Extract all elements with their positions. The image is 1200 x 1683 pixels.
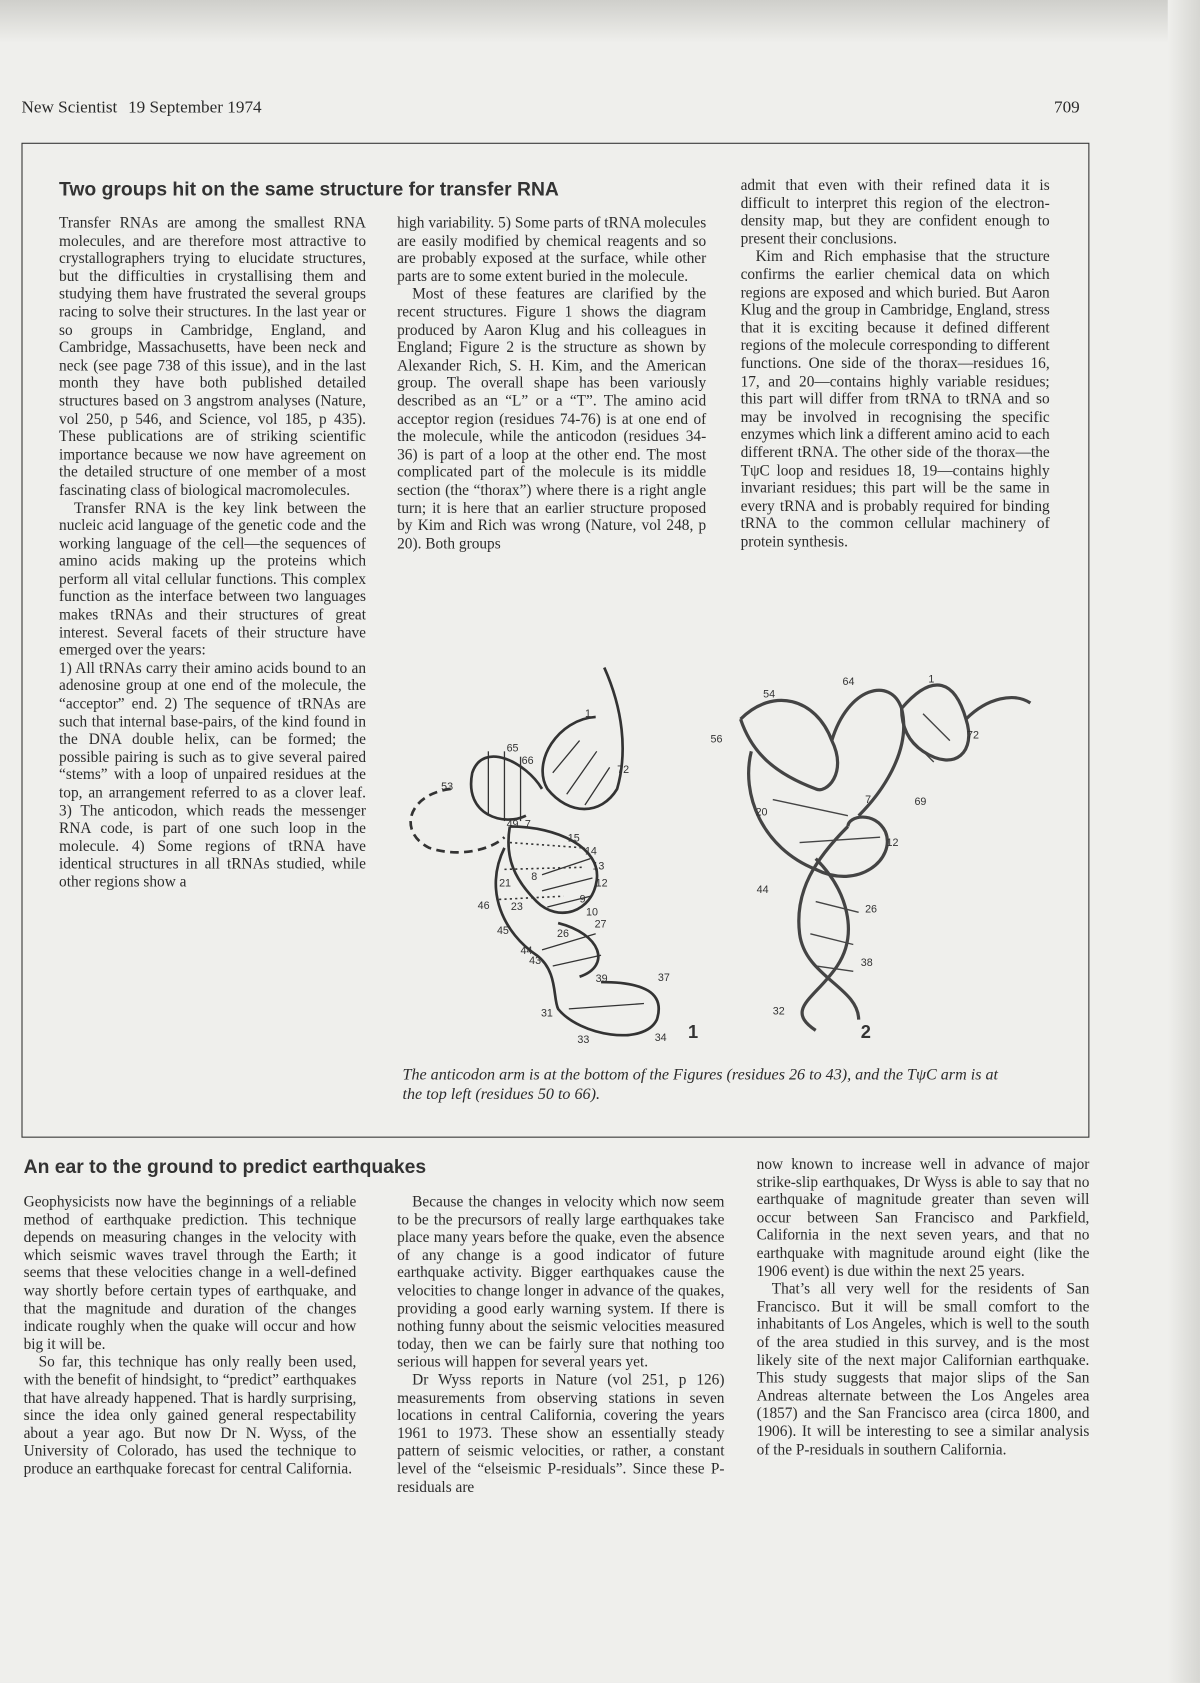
publication-name: New Scientist — [21, 98, 118, 117]
fig1-label: 14 — [584, 845, 597, 858]
article1-title: Two groups hit on the same structure for transfer RNA — [59, 178, 559, 200]
paragraph: That’s all very well for the residents of San Francisco. But it will be small comfort to the inhabitants of Los Angeles, which is well to the south of the area studied in this survey, and is the most likely site of the next major Californian earthquake. This study suggests that major slips of the San Andreas alternate between the Los Angeles area (1857) and the San Francisco area (circa 1800, and 1906). It will be interesting to see a similar analysis of the P-residuals in southern California. — [756, 1280, 1090, 1459]
fig2-label: 72 — [967, 729, 979, 742]
figure-1-labels — [441, 708, 698, 1046]
paragraph: Because the changes in velocity which now seem to be the precursors of really large earthquakes take place many years before the quake, even the absence of any change is a good indicator of future earthquake activity. Bigger earthquakes cause the velocities to change longer in advance of the quakes, providing a good early warning system. If there is nothing funny about the seismic velocities measured today, then we can be fairly sure that nothing too serious will happen for several years yet. — [397, 1193, 725, 1371]
fig1-label: 66 — [521, 755, 534, 768]
fig1-label: 9 — [579, 893, 586, 906]
fig1-label: 37 — [657, 971, 670, 984]
fig1-label: 39 — [595, 973, 608, 986]
fig1-label: 33 — [577, 1034, 590, 1047]
fig1-label: 13 — [592, 860, 605, 873]
figure-1-number: 1 — [687, 1020, 699, 1042]
fig2-label: 1 — [928, 673, 935, 686]
fig1-label: 43 — [529, 954, 542, 967]
fig1-label: 72 — [617, 763, 630, 776]
paragraph: Transfer RNA is the key link between the nucleic acid language of the genetic code and the working language of the cell—the sequences of amino acids making up the proteins which perform all vital cellular functions. This complex function as the interface between two languages makes tRNAs and their structures of great interest. Several facets of their structure have emerged over the years: — [59, 499, 366, 660]
fig1-label: 65 — [506, 742, 519, 755]
fig1-label: 21 — [499, 877, 512, 890]
fig2-label: 20 — [755, 806, 768, 819]
paragraph: Kim and Rich emphasise that the structure confirms the earlier chemical data on which regions are exposed and which buried. But Aaron Klug and the group in Cambridge, England, stress that it is exciting because it defined different regions of the molecule corresponding to different functions. One side of the thorax—residues 16, 17, and 20—contains highly variable residues; this part will differ from tRNA to tRNA and so may be involved in recognising the specific enzymes which link a different amino acid to each different tRNA. The other side of the thorax—the TψC loop and residues 18, 19—contains highly invariant residues; this part will be the same in every tRNA and is probably required for binding tRNA to the common cellular machinery of protein synthesis. — [740, 248, 1050, 551]
fig1-label: 10 — [586, 906, 598, 919]
figure-caption: The anticodon arm is at the bottom of the Figures (residues 26 to 43), and the TψC arm is at the top left (residues 50 to 66). — [402, 1066, 999, 1104]
paragraph: admit that even with their refined data it is difficult to interpret this region of the electron-density map, but they are confident enough to present their conclusions. — [740, 177, 1050, 248]
article2-column-2 — [397, 1194, 724, 1497]
fig2-label: 56 — [710, 733, 723, 746]
fig2-label: 64 — [842, 675, 855, 688]
fig1-label: 49 — [506, 818, 519, 831]
fig2-label: 12 — [886, 836, 899, 849]
paragraph: Dr Wyss reports in Nature (vol 251, p 126) measurements from observing stations in seven locations in central California, covering the years 1961 to 1973. These show an essentially steady pattern of seismic velocities, or rather, a constant level of the “elseismic P-residuals”. Since these P-residuals are — [397, 1371, 725, 1496]
fig1-label: 27 — [594, 918, 607, 931]
article2-column-3 — [757, 1156, 1090, 1459]
paragraph: high variability. 5) Some parts of tRNA molecules are easily modified by chemical reagents and so are probably exposed at the surface, while other parts are to some extent buried in the molecule. — [397, 214, 707, 286]
fig1-label: 8 — [531, 871, 538, 884]
paragraph: Geophysicists now have the beginnings of a reliable method of earthquake prediction. This technique depends on measuring changes in the velocity with which seismic waves travel through the Earth; it seems that these velocities change in a well-defined way shortly before certain types of earthquake, and that the magnitude and duration of the changes indicate roughly when the quake will occur and how big it will be. — [23, 1193, 357, 1354]
fig2-label: 38 — [860, 956, 873, 969]
figure-2-diagram — [741, 685, 1031, 1030]
paragraph: Transfer RNAs are among the smallest RNA molecules, and are therefore most attractive to crystallographers trying to elucidate structures, but the difficulties in crystallising them and studying them have frustrated the several groups racing to solve their structures. In the last year or so groups in Cambridge, England, and Cambridge, Massachusetts, have been neck and neck (see page 738 of this issue), and in the last month they have both published detailed structures based on 3 angstrom analyses (Nature, vol 250, p 546, and Science, vol 185, p 435). These publications are of striking scientific importance because we now have agreement on the detailed structure of one member of a most fascinating class of biological macromolecules. — [59, 214, 366, 499]
fig2-label: 69 — [914, 795, 927, 808]
fig2-label: 44 — [756, 883, 769, 896]
figure-1-diagram — [411, 668, 659, 1036]
fig1-label: 44 — [520, 945, 533, 958]
paragraph: now known to increase well in advance of major strike-slip earthquakes, Dr Wyss is able to say that no earthquake of magnitude greater than seven will occur between San Francisco and Parkfield, California in the next seven years, and that no earthquake with magnitude around eight (like the 1906 event) is due within the next 25 years. — [756, 1155, 1090, 1280]
fig1-label: 34 — [654, 1032, 667, 1045]
fig2-label: 26 — [865, 903, 878, 916]
fig1-label: 45 — [496, 924, 509, 937]
paragraph: 1) All tRNAs carry their amino acids bound to an adenosine group at one end of the molecule, the “acceptor” end. 2) The sequence of tRNAs are such that internal base-pairs, of the kind found in the DNA double helix, can be formed; the possible pairing is such as to give several paired “stems” with a loop of unpaired residues at the top, an arrangement referred to as a clover leaf. 3) The anticodon, which reads the messenger RNA code, is part of one such loop in the molecule. 4) Some regions of tRNA have identical structures in all tRNAs studied, while other regions show a — [59, 659, 366, 891]
article2-column-1 — [24, 1194, 357, 1479]
page-number: 709 — [1053, 98, 1080, 117]
fig1-label: 31 — [540, 1007, 553, 1020]
fig1-label: 12 — [595, 877, 608, 890]
fig2-label: 32 — [772, 1005, 785, 1018]
figure-2-number: 2 — [860, 1020, 871, 1042]
issue-date: 19 September 1974 — [128, 98, 262, 117]
fig2-label: 54 — [763, 688, 776, 701]
fig2-label: 7 — [865, 793, 872, 806]
fig1-label: 23 — [510, 901, 523, 914]
fig1-label: 53 — [441, 780, 454, 793]
fig1-label: 1 — [584, 707, 591, 720]
fig1-label: 26 — [557, 927, 569, 940]
fig1-label: 46 — [477, 900, 490, 913]
fig1-label: 15 — [567, 832, 580, 845]
fig1-label: 7 — [524, 818, 531, 831]
paragraph: Most of these features are clarified by the recent structures. Figure 1 shows the diagram produced by Aaron Klug and his colleagues in England; Figure 2 is the structure as shown by Alexander Rich, S. H. Kim, and the American group. The overall shape has been variously described as an “L” or a “T”. The amino acid acceptor region (residues 74-76) is at one end of the molecule, while the anticodon (residues 34-36) is part of a loop at the other end. The most complicated part of the molecule is its middle section (the “thorax”) where there is a right angle turn; it is here that an earlier structure proposed by Kim and Rich was wrong (Nature, vol 248, p 20). Both groups — [397, 285, 707, 553]
article2-title: An ear to the ground to predict earthquakes — [23, 1155, 427, 1178]
paragraph: So far, this technique has only really been used, with the benefit of hindsight, to “predict” earthquakes that have already happened. That is hardly surprising, since the idea only gained general respectability about a year ago. But now Dr N. Wyss, of the University of Colorado, has used the technique to produce an earthquake forecast for central California. — [23, 1353, 357, 1478]
